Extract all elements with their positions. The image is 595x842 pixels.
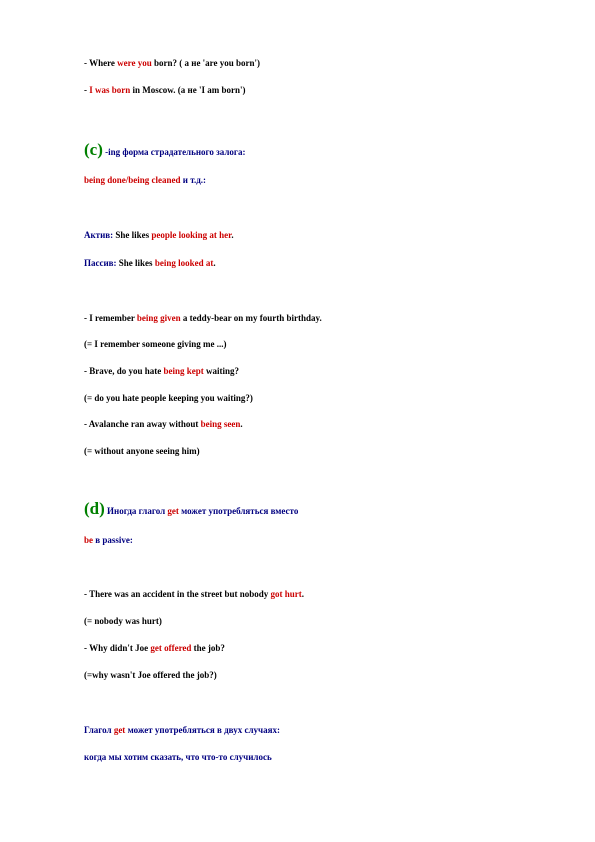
text-segment: - There was an accident in the street but nobody: [84, 589, 271, 599]
text-segment: .: [240, 419, 243, 429]
text-segment: -: [84, 85, 90, 95]
text-segment: in Moscow. (a не 'I am born'): [130, 85, 246, 95]
text-segment: - Avalanche ran away without: [84, 419, 201, 429]
text-segment: - Brave, do you hate: [84, 366, 164, 376]
text-line: [84, 752, 272, 763]
text-segment: -ing форма страдательного залога:: [102, 147, 246, 157]
text-segment: может употребляться вместо: [178, 506, 299, 516]
section-marker: (d): [84, 499, 105, 518]
text-segment: She likes: [113, 230, 152, 240]
highlighted-text: get offered: [150, 643, 192, 653]
text-segment: (= without anyone seeing him): [84, 446, 200, 456]
highlighted-text: were you: [117, 58, 152, 68]
text-segment: и т.д.:: [180, 175, 206, 185]
text-segment: в passive:: [93, 535, 133, 545]
text-line: [84, 339, 227, 350]
text-segment: Глагол: [84, 725, 114, 735]
text-segment: born? ( a не 'are you born'): [151, 58, 261, 68]
text-segment: - I remember: [84, 313, 137, 323]
text-line: [84, 366, 239, 377]
section-marker: (c): [84, 140, 103, 159]
text-line: [84, 175, 206, 186]
text-segment: .: [301, 589, 305, 599]
highlighted-text: get: [113, 725, 126, 735]
text-line: [84, 725, 280, 736]
highlighted-text: being kept: [163, 366, 204, 376]
highlighted-text: I was born: [89, 85, 131, 95]
text-line: [84, 670, 217, 681]
text-segment: the job?: [191, 643, 225, 653]
text-segment: .: [213, 258, 216, 268]
text-segment: Пассив:: [84, 258, 117, 268]
text-segment: a teddy-bear on my fourth birthday.: [180, 313, 322, 323]
text-segment: Актив:: [84, 230, 114, 240]
highlighted-text: being seen: [200, 419, 241, 429]
highlighted-text: being given: [136, 313, 181, 323]
text-segment: She likes: [116, 258, 155, 268]
text-line: [84, 499, 299, 518]
text-segment: (=why wasn't Joe offered the job?): [84, 670, 217, 680]
text-line: [84, 616, 162, 627]
text-line: [84, 446, 200, 457]
text-line: [84, 313, 322, 324]
highlighted-text: get: [167, 506, 179, 516]
highlighted-text: being looked at: [154, 258, 214, 268]
text-segment: (= do you hate people keeping you waiting?): [84, 393, 253, 403]
text-line: [84, 393, 253, 404]
text-line: [84, 85, 245, 96]
text-segment: Иногда глагол: [104, 506, 168, 516]
text-segment: может употребляться в двух случаях:: [125, 725, 280, 735]
highlighted-text: being done/being cleaned: [84, 175, 181, 185]
text-segment: когда мы хотим сказать, что что-то случилось: [84, 752, 272, 762]
text-line: [84, 58, 260, 69]
text-segment: - Why didn't Joe: [84, 643, 151, 653]
text-line: [84, 140, 246, 159]
text-segment: (= I remember someone giving me ...): [84, 339, 227, 349]
text-line: [84, 643, 225, 654]
text-line: [84, 589, 304, 600]
text-segment: - Where: [84, 58, 118, 68]
text-segment: .: [231, 230, 234, 240]
highlighted-text: people looking at her: [151, 230, 232, 240]
text-line: [84, 535, 133, 546]
text-line: [84, 419, 243, 430]
highlighted-text: got hurt: [270, 589, 302, 599]
text-line: [84, 258, 216, 269]
highlighted-text: be: [84, 535, 93, 545]
text-line: [84, 230, 234, 241]
text-segment: waiting?: [203, 366, 240, 376]
text-segment: (= nobody was hurt): [84, 616, 162, 626]
